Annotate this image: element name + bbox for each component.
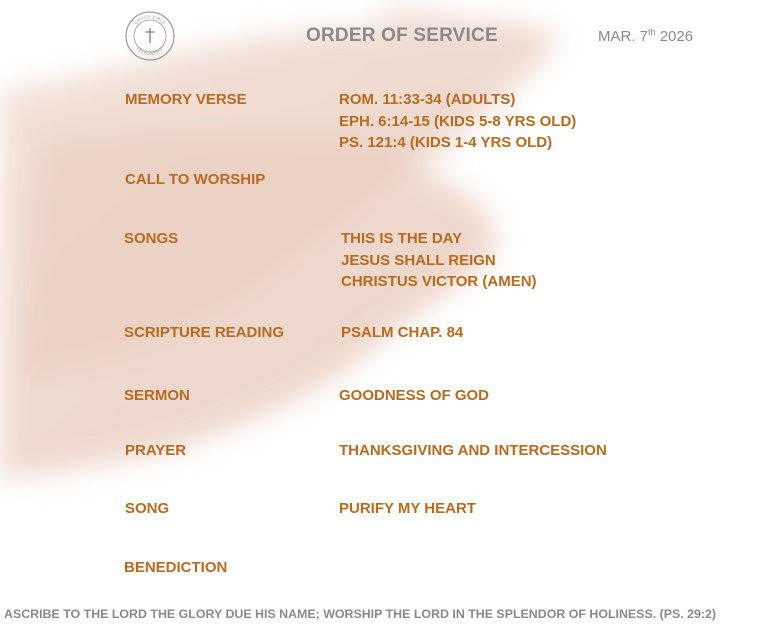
date-suffix: th <box>648 27 656 37</box>
item-value <box>339 89 576 154</box>
item-label: PRAYER <box>125 442 187 459</box>
value-line: PURIFY MY HEART <box>339 500 476 517</box>
item-value <box>339 498 476 520</box>
date-year: 2026 <box>659 28 694 45</box>
item-label: CALL TO WORSHIP <box>125 171 266 188</box>
value-line: PS. 121:4 (KIDS 1-4 YRS OLD) <box>339 134 553 151</box>
logo-arc-top: GRACE BIBLE <box>132 13 168 26</box>
date-prefix: MAR. 7 <box>598 28 649 45</box>
footer-verse: ASCRIBE TO THE LORD THE GLORY DUE HIS NAME; WORSHIP THE LORD IN THE SPLENDOR OF HOLINESS. (PS. 29:2) <box>4 607 717 621</box>
service-date <box>598 27 693 45</box>
value-line: EPH. 6:14-15 (KIDS 5-8 YRS OLD) <box>339 112 577 130</box>
value-line: JESUS SHALL REIGN <box>341 251 496 269</box>
item-label: SCRIPTURE READING <box>124 324 285 341</box>
church-fellowship-seal-icon <box>124 10 176 62</box>
item-label: SONG <box>125 500 170 517</box>
value-line: THANKSGIVING AND INTERCESSION <box>339 442 607 459</box>
item-label: BENEDICTION <box>124 559 228 576</box>
value-line: CHRISTUS VICTOR (AMEN) <box>341 273 537 290</box>
item-value <box>341 228 537 293</box>
page-title: ORDER OF SERVICE <box>306 25 498 46</box>
svg-text:FELLOWSHIP <box>136 46 165 56</box>
item-label: SERMON <box>124 387 190 404</box>
logo-arc-bottom: FELLOWSHIP <box>135 45 165 57</box>
item-label: SONGS <box>124 230 179 247</box>
item-label: MEMORY VERSE <box>125 91 247 108</box>
item-value <box>339 440 607 462</box>
item-value <box>339 385 489 407</box>
item-value <box>341 322 463 344</box>
value-line: THIS IS THE DAY <box>341 230 463 247</box>
value-line: ROM. 11:33-34 (ADULTS) <box>339 91 516 108</box>
value-line: GOODNESS OF GOD <box>339 387 490 404</box>
value-line: PSALM CHAP. 84 <box>341 324 464 341</box>
